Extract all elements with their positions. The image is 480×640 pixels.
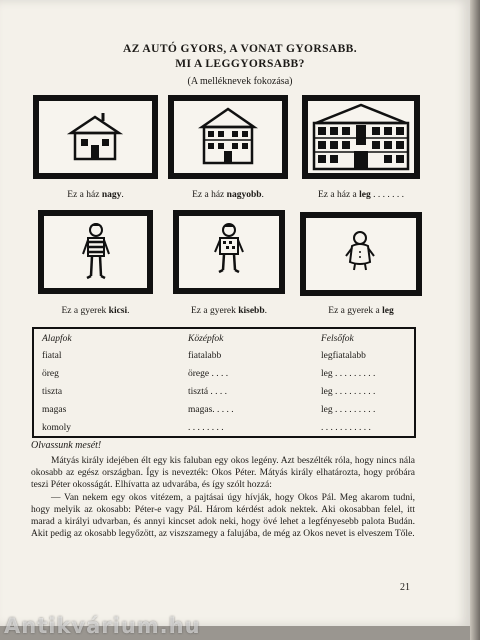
page-title bbox=[90, 42, 390, 72]
child-icon bbox=[173, 210, 285, 294]
page-subtitle: (A melléknevek fokozása) bbox=[187, 76, 293, 87]
header-felsofok: Felsőfok bbox=[321, 334, 354, 344]
table-cell: . . . . . . . . . . . bbox=[321, 423, 371, 433]
small-house-icon bbox=[33, 95, 158, 179]
table-cell: tiszta bbox=[42, 387, 63, 397]
table-header-row bbox=[34, 334, 414, 349]
header-alapfok: Alapfok bbox=[42, 334, 72, 344]
caption-bigger-house: Ez a ház nagyobb. bbox=[192, 190, 264, 200]
table-row bbox=[34, 387, 414, 402]
table-row bbox=[34, 423, 414, 438]
caption-smaller-child: Ez a gyerek kisebb. bbox=[191, 306, 267, 316]
caption-biggest-house: Ez a ház a leg . . . . . . . bbox=[318, 190, 404, 200]
table-row bbox=[34, 405, 414, 420]
table-cell: . . . . . . . . bbox=[188, 423, 224, 433]
bigger-house-picture bbox=[168, 95, 288, 179]
title-line-1: AZ AUTÓ GYORS, A VONAT GYORSABB. bbox=[123, 43, 357, 55]
story-title: Olvassunk mesét! bbox=[31, 440, 102, 451]
story-text bbox=[31, 455, 415, 540]
table-cell: leg . . . . . . . . . bbox=[321, 405, 376, 415]
biggest-house-picture bbox=[302, 95, 420, 179]
small-house-picture bbox=[33, 95, 158, 179]
table-cell: magas. . . . . bbox=[188, 405, 234, 415]
table-cell: leg . . . . . . . . . bbox=[321, 369, 376, 379]
table-cell: magas bbox=[42, 405, 67, 415]
table-cell: komoly bbox=[42, 423, 72, 433]
biggest-house-icon bbox=[302, 95, 420, 179]
table-cell: fiatal bbox=[42, 351, 62, 361]
caption-small-house: Ez a ház nagy. bbox=[67, 190, 124, 200]
caption-small-child: Ez a gyerek kicsi. bbox=[61, 306, 130, 316]
caption-smallest-child: Ez a gyerek a leg bbox=[328, 306, 394, 316]
table-cell: öreg bbox=[42, 369, 59, 379]
table-cell: leg . . . . . . . . . bbox=[321, 387, 376, 397]
table-row bbox=[34, 351, 414, 366]
story-paragraph-2: — Van nekem egy okos vitézem, a pajtásai úgy hívják, hogy Okos Pál. Meg akarom tudni, hogy melyik az okosabb: Péter-e vagy Pál. Három kérdést adok nektek. Aki okosabban felel, itt marad a királyi udvarban, és annyi kincset adok neki, hogy övé lehet a legfényesebb palota Budán. Akit pedig az okosabb legyőzött, az viszszamegy a falujába, de még az Okos nevet is elveszem Tőle. bbox=[31, 492, 415, 540]
table-cell: fiatalabb bbox=[188, 351, 222, 361]
table-row bbox=[34, 369, 414, 384]
table-cell: legfiatalabb bbox=[321, 351, 366, 361]
page-number: 21 bbox=[400, 582, 410, 593]
bigger-house-icon bbox=[168, 95, 288, 179]
page-edge bbox=[470, 0, 480, 640]
story-paragraph-1: Mátyás király idejében élt egy kis faluban egy okos legény. Azt beszélték róla, hogy nincs nála okosabb az egész országban. Így is nevezték: Okos Péter. Mátyás király elhatározta, hogy próbára teszi Péter okosságát. Elhívatta az udvarába, és így szólt hozzá: bbox=[31, 456, 415, 491]
baby-icon bbox=[300, 212, 422, 296]
watermark-logo: Antikvárium.hu bbox=[4, 614, 201, 638]
boy-icon bbox=[38, 210, 153, 294]
header-kozepfok: Középfok bbox=[188, 334, 224, 344]
title-line-2: MI A LEGGYORSABB? bbox=[175, 58, 305, 70]
table-cell: tisztá . . . . bbox=[188, 387, 228, 397]
table-cell: örege . . . . bbox=[188, 369, 229, 379]
comparison-table bbox=[32, 327, 416, 438]
small-child-picture bbox=[38, 210, 153, 294]
smaller-child-picture bbox=[173, 210, 285, 294]
smallest-child-picture bbox=[300, 212, 422, 296]
